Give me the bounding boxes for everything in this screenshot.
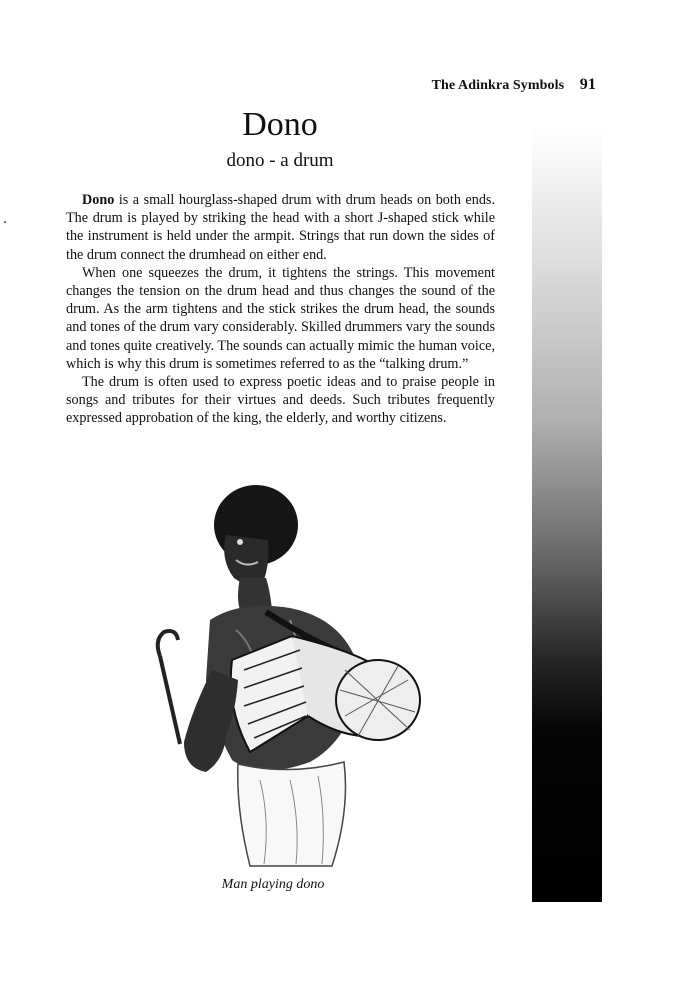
decorative-gradient-bar — [532, 126, 602, 902]
drummer-head-icon — [214, 485, 298, 585]
paragraph-2: When one squeezes the drum, it tightens the strings. This movement changes the tension on the drum head and thus changes the sound of the drum. As the arm tightens and the stick strikes the drum head, the sounds and tones of the drum vary considerably. Skilled drummers vary the sounds and tones quite creatively. The sounds can actually mimic the human voice, which is why this drum is sometimes referred to as the “talking drum.” — [66, 264, 495, 372]
page-title: Dono — [242, 106, 318, 143]
page-subtitle: dono - a drum — [226, 150, 334, 171]
running-header — [432, 76, 596, 94]
figure-caption: Man playing dono — [221, 877, 325, 892]
drumstick-icon — [158, 631, 180, 744]
lead-term: Dono — [82, 192, 115, 208]
scan-speck — [4, 221, 6, 223]
running-title: The Adinkra Symbols — [431, 78, 565, 93]
paragraph-3: The drum is often used to express poetic ideas and to praise people in songs and tributes for their virtues and deeds. Such tributes frequently expressed approbation of the king, the elderly, and worthy citizens. — [66, 374, 495, 427]
paragraph-1-text: is a small hourglass-shaped drum with drum heads on both ends. The drum is played by striking the head with a short J-shaped stick while the instrument is held under the armpit. Strings that run down the sides of the drum connect the drumhead on either end. — [66, 192, 495, 263]
drummer-illustration — [140, 480, 430, 870]
body-text — [66, 191, 495, 428]
paragraph-1 — [66, 191, 495, 264]
page-number: 91 — [579, 76, 596, 93]
